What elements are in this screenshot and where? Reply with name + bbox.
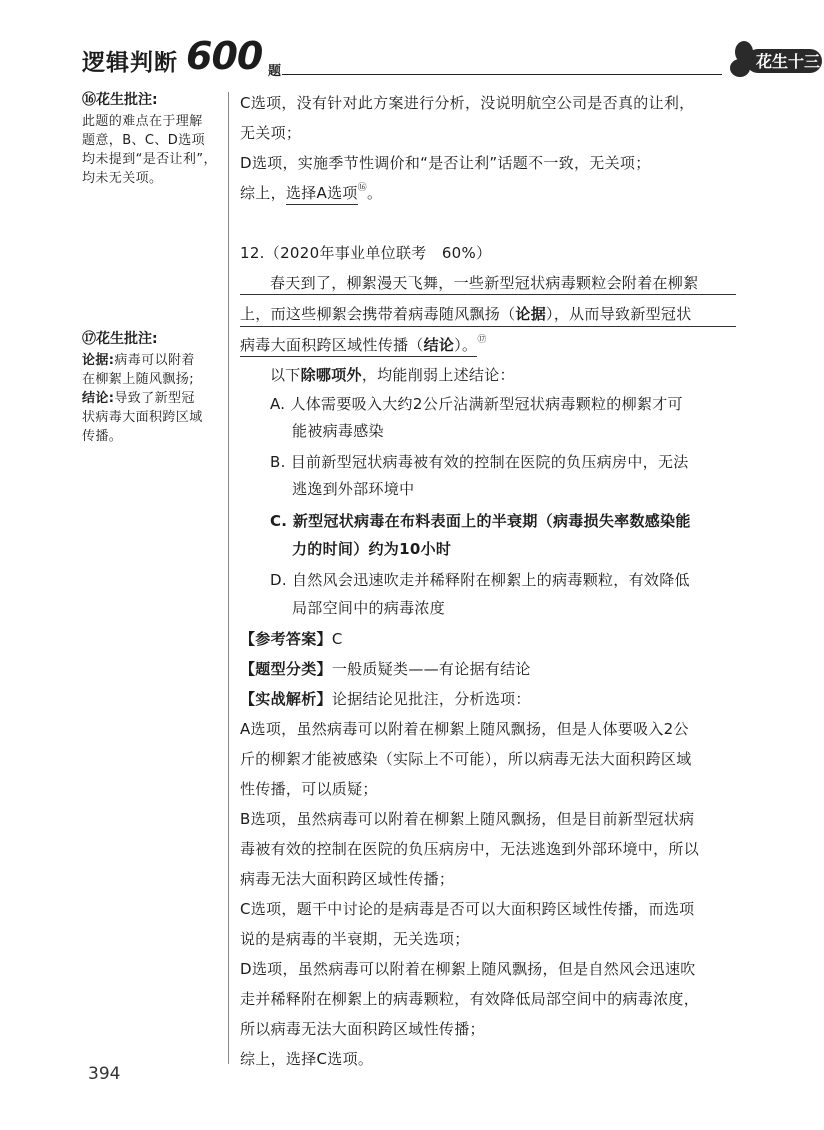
analysis-line: 斤的柳絮才能被感染（实际上不可能），所以病毒无法大面积跨区域 <box>240 750 692 768</box>
page-number: 394 <box>88 1064 121 1084</box>
stem-underline <box>240 270 736 295</box>
analysis-line: 所以病毒无法大面积跨区域性传播； <box>240 1020 485 1038</box>
option-c-cont: 力的时间）约为10小时 <box>292 540 452 558</box>
question-heading <box>240 242 491 263</box>
note-title: ⑰花生批注: <box>82 331 158 347</box>
analysis-heading: 【实战解析】论据结论见批注，分析选项： <box>240 690 531 708</box>
option-b-cont: 逃逸到外部环境中 <box>292 480 415 498</box>
header-rule <box>282 74 722 75</box>
option-d-cont: 局部空间中的病毒浓度 <box>292 599 446 617</box>
stem-line-1: 春天到了，柳絮漫天飞舞，一些新型冠状病毒颗粒会附着在柳絮 <box>270 274 699 292</box>
note-line: 状病毒大面积跨区域 <box>82 410 203 425</box>
question-source: （2020年事业单位联考 60%） <box>264 244 492 262</box>
analysis-line: 综上，选择C选项。 <box>240 1050 374 1068</box>
brand-logo <box>724 40 824 78</box>
analysis-line: C选项，题干中讨论的是病毒是否可以大面积跨区域性传播，而选项 <box>240 900 695 918</box>
underlined-answer: 选择A选项 <box>286 184 358 205</box>
option-d: D. 自然风会迅速吹走并稀释附在柳絮上的病毒颗粒，有效降低 <box>270 571 690 589</box>
analysis-line: 毒被有效的控制在医院的负压病房中，无法逃逸到外部环境中，所以 <box>240 840 700 858</box>
text-line: 无关项； <box>240 124 302 142</box>
analysis-line: D选项，虽然病毒可以附着在柳絮上随风飘扬，但是自然风会迅速吹 <box>240 960 696 978</box>
book-title: 逻辑判断 <box>82 50 178 76</box>
note-ref-17: ⑰ <box>477 335 487 345</box>
analysis-line: A选项，虽然病毒可以附着在柳絮上随风飘扬，但是人体要吸入2公 <box>240 720 689 738</box>
option-b: B. 目前新型冠状病毒被有效的控制在医院的负压病房中，无法 <box>270 453 689 471</box>
stem-line-2: 上，而这些柳絮会携带着病毒随风飘扬（论据），从而导致新型冠状 <box>240 305 692 323</box>
note-line: 论据:病毒可以附着 <box>82 353 195 368</box>
question-type: 【题型分类】一般质疑类——有论据有结论 <box>240 660 531 678</box>
note-line: 此题的难点在于理解 <box>82 114 203 129</box>
note-ref-16: ⑯ <box>357 183 367 193</box>
stem-underline <box>240 302 736 327</box>
option-a: A. 人体需要吸入大约2公斤沾满新型冠状病毒颗粒的柳絮才可 <box>270 395 683 413</box>
note-line: 传播。 <box>82 429 123 444</box>
text-line: C选项，没有针对此方案进行分析，没说明航空公司是否真的让利， <box>240 94 695 112</box>
summary-line: 综上，选择A选项⑯。 <box>240 182 382 203</box>
note-line: 题意，B、C、D选项 <box>82 133 206 148</box>
note-line: 均未提到“是否让利”， <box>82 152 217 167</box>
text-line: D选项，实施季节性调价和“是否让利”话题不一致，无关项； <box>240 154 651 172</box>
note-line: 在柳絮上随风飘扬; <box>82 372 194 387</box>
option-c: C. 新型冠状病毒在布料表面上的半衰期（病毒损失率数感染能 <box>270 512 691 530</box>
column-divider <box>228 92 229 1064</box>
book-title-suffix: 题 <box>268 64 282 79</box>
stem-line-3: 病毒大面积跨区域性传播（结论）。⑰ <box>240 334 487 355</box>
option-a-cont: 能被病毒感染 <box>292 422 384 440</box>
note-line: 均未无关项。 <box>82 171 163 186</box>
book-title-number: 600 <box>186 34 263 78</box>
question-number: 12. <box>240 244 265 262</box>
analysis-line: 性传播，可以质疑； <box>240 780 378 798</box>
analysis-line: B选项，虽然病毒可以附着在柳絮上随风飘扬，但是目前新型冠状病 <box>240 810 695 828</box>
reference-answer: 【参考答案】C <box>240 630 343 648</box>
note-line: 结论:导致了新型冠 <box>82 391 195 406</box>
analysis-line: 走并稀释附在柳絮上的病毒颗粒，有效降低局部空间中的病毒浓度， <box>240 990 700 1008</box>
margin-note-16 <box>82 91 222 188</box>
margin-note-17 <box>82 330 222 446</box>
question-prompt: 以下除哪项外，均能削弱上述结论： <box>270 366 515 384</box>
brand-name: 花生十三 <box>756 52 821 71</box>
analysis-line: 说的是病毒的半衰期，无关选项； <box>240 930 470 948</box>
note-title: ⑯花生批注: <box>82 92 158 108</box>
analysis-line: 病毒无法大面积跨区域性传播； <box>240 870 455 888</box>
page-header <box>82 34 821 84</box>
